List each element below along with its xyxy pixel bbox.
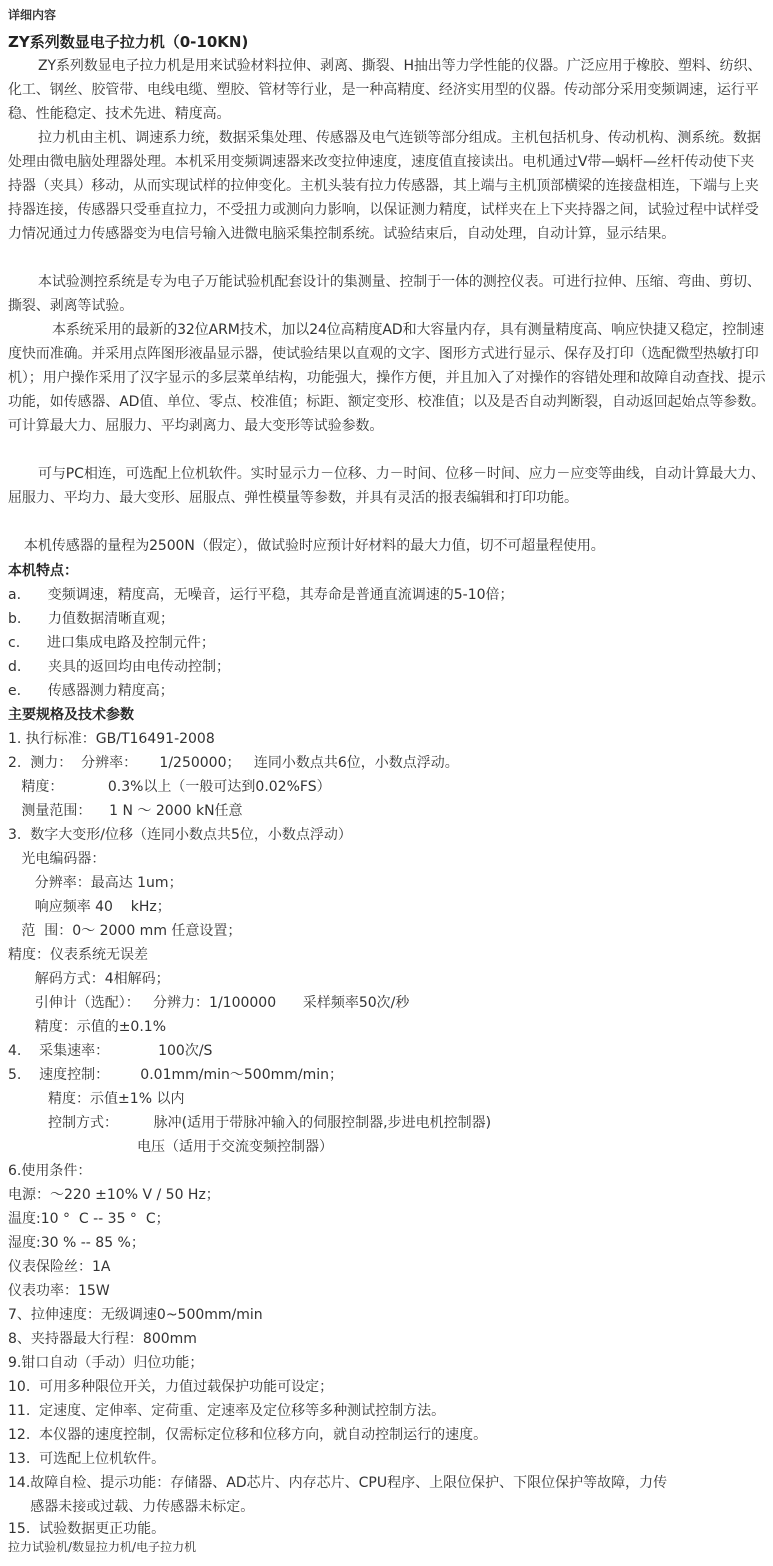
spec-line: 感器未接或过载、力传感器未标定。 [8, 1499, 255, 1515]
spec-line: 5. 速度控制： 0.01mm/min～500mm/min； [8, 1067, 343, 1083]
spec-line: 12. 本仪器的速度控制，仅需标定位移和位移方向，就自动控制运行的速度。 [8, 1427, 488, 1443]
intro-paragraph: ZY系列数显电子拉力机是用来试验材料拉伸、剥离、撕裂、H抽出等力学性能的仪器。广泛应用于橡胶、塑料、纺织、化工、钢丝、胶管带、电线电缆、塑胶、管材等行业，是一种高精度、经济实用型的仪器。传动部分采用变频调速，运行平稳、性能稳定、技术先进、精度高。 [8, 58, 762, 122]
spec-line: 10. 可用多种限位开关，力值过载保护功能可设定； [8, 1379, 334, 1395]
spec-line: 响应频率 40 kHz； [8, 899, 171, 915]
spec-line: 精度：示值的±0.1% [8, 1019, 166, 1035]
spec-line: 精度： 0.3%以上（一般可达到0.02%FS） [8, 779, 331, 795]
spec-line: 精度：仪表系统无误差 [8, 947, 148, 963]
spec-line: 温度:10 ° C -- 35 ° C； [8, 1211, 170, 1227]
spec-line: 14.故障自检、提示功能：存储器、AD芯片、内存芯片、CPU程序、上限位保护、下限位保护等故障，力传 [8, 1475, 668, 1491]
spec-line: 7、拉伸速度：无级调速0~500mm/min [8, 1307, 263, 1323]
spec-line: 11. 定速度、定伸率、定荷重、定速率及定位移等多种测试控制方法。 [8, 1403, 446, 1419]
spec-line: 8、夹持器最大行程：800mm [8, 1331, 197, 1347]
spec-line: 3. 数字大变形/位移（连同小数点共5位，小数点浮动） [8, 827, 352, 843]
product-title: ZY系列数显电子拉力机（0-10KN) [8, 33, 249, 51]
spec-line: 精度：示值±1% 以内 [8, 1091, 185, 1107]
feature-item: e. 传感器测力精度高； [8, 683, 174, 699]
spec-line: 电压（适用于交流变频控制器） [8, 1139, 334, 1155]
pc-link-paragraph: 可与PC相连，可选配上位机软件。实时显示力－位移、力－时间、位移－时间、应力－应变等曲线，自动计算最大力、屈服力、平均力、最大变形、屈服点、弹性模量等参数，并具有灵活的报表编辑和打印功能。 [8, 466, 765, 506]
spec-line: 分辨率：最高达 1um； [8, 875, 183, 891]
feature-item: b. 力值数据清晰直观； [8, 611, 175, 627]
footer-tags: 拉力试验机/数显拉力机/电子拉力机 [8, 1540, 197, 1554]
spec-line: 13. 可选配上位机软件。 [8, 1451, 166, 1467]
spec-line: 光电编码器： [8, 851, 106, 867]
spec-line: 仪表保险丝：1A [8, 1259, 111, 1275]
spec-line: 15. 试验数据更正功能。 [8, 1521, 166, 1537]
spec-line: 控制方式： 脉冲(适用于带脉冲输入的伺服控制器,步进电机控制器) [8, 1115, 492, 1131]
feature-item: a. 变频调速，精度高，无噪音，运行平稳，其寿命是普通直流调速的5-10倍； [8, 587, 514, 603]
spec-line: 4. 采集速率： 100次/S [8, 1043, 213, 1059]
spec-line: 1. 执行标准：GB/T16491-2008 [8, 731, 215, 747]
features-heading: 本机特点： [8, 563, 78, 579]
spec-line: 引伸计（选配）： 分辨力：1/100000 采样频率50次/秒 [8, 995, 410, 1011]
spec-line: 仪表功率：15W [8, 1283, 110, 1299]
sensor-range-paragraph: 本机传感器的量程为2500N（假定），做试验时应预计好材料的最大力值，切不可超量程使用。 [24, 538, 605, 554]
spec-line: 测量范围： 1 N ～ 2000 kN任意 [8, 803, 243, 819]
section-label: 详细内容 [8, 8, 57, 22]
structure-paragraph: 拉力机由主机、调速系力统，数据采集处理、传感器及电气连锁等部分组成。主机包括机身、传动机构、测系统。数据处理由微电脑处理器处理。本机采用变频调速器来改变拉伸速度，速度值直接读出。电机通过V带—蜗杆—丝杆传动使下夹持器（夹具）移动，从而实现试样的拉伸变化。主机头装有拉力传感器，其上端与主机顶部横梁的连接盘相连，下端与上夹持器连接，传感器只受垂直拉力，不受扭力或测向力影响，以保证测力精度，试样夹在上下夹持器之间，试验过程中试样受力情况通过力传感器变为电信号输入进微电脑采集控制系统。试验结束后，自动处理，自动计算，显示结果。 [8, 130, 761, 242]
control-system-paragraph: 本试验测控系统是专为电子万能试验机配套设计的集测量、控制于一体的测控仪表。可进行拉伸、压缩、弯曲、剪切、撕裂、剥离等试验。 [8, 274, 761, 314]
spec-line: 解码方式：4相解码； [8, 971, 170, 987]
spec-line: 6.使用条件： [8, 1163, 92, 1179]
spec-line: 湿度:30 % -- 85 %； [8, 1235, 145, 1251]
spec-line: 9.钳口自动（手动）归位功能； [8, 1355, 204, 1371]
spec-line: 范 围：0～ 2000 mm 任意设置； [8, 923, 242, 939]
arm-tech-paragraph: 本系统采用的最新的32位ARM技术，加以24位高精度AD和大容量内存，具有测量精度高、响应快捷又稳定，控制速度快而准确。并采用点阵图形液晶显示器，使试验结果以直观的文字、图形方式进行显示、保存及打印（选配微型热敏打印机）；用户操作采用了汉字显示的多层菜单结构，功能强大，操作方便，并且加入了对操作的容错处理和故障自动查找、提示功能，如传感器、AD值、单位、零点、校准值；标距、额定变形、校准值；以及是否自动判断裂，自动返回起始点等参数。可计算最大力、屈服力、平均剥离力、最大变形等试验参数。 [8, 322, 766, 434]
spec-line: 电源：～220 ±10% V / 50 Hz； [8, 1187, 220, 1203]
spec-line: 2. 测力： 分辨率： 1/250000； 连同小数点共6位，小数点浮动。 [8, 755, 459, 771]
feature-item: c. 进口集成电路及控制元件； [8, 635, 215, 651]
specs-heading: 主要规格及技术参数 [8, 707, 134, 723]
feature-item: d. 夹具的返回均由电传动控制； [8, 659, 231, 675]
